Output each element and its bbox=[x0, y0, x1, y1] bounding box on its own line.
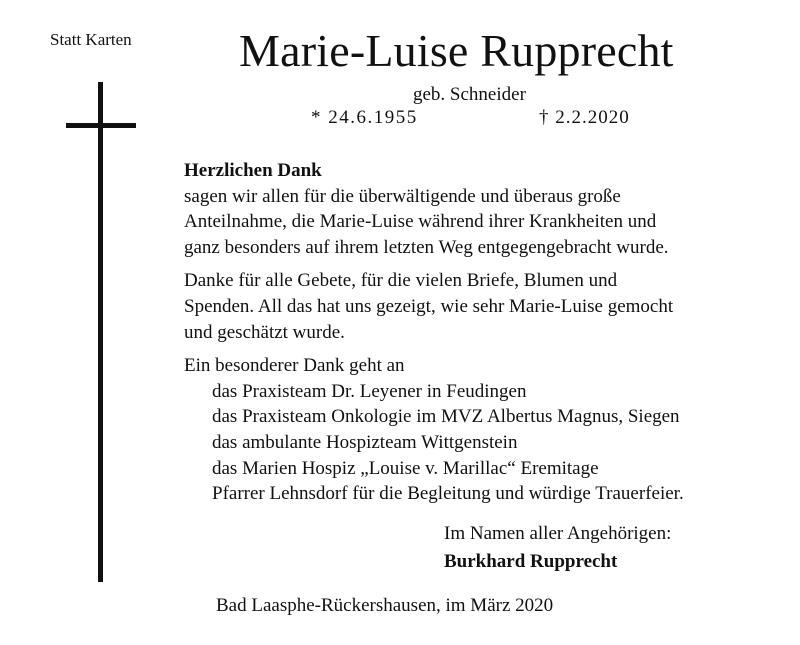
thanks-list-item: Pfarrer Lehnsdorf für die Begleitung und würdige Trauerfeier. bbox=[212, 483, 684, 505]
thanks-text bbox=[184, 158, 774, 507]
paragraph-1-line: sagen wir allen für die überwältigende und überaus große bbox=[184, 185, 621, 207]
maiden-name: geb. Schneider bbox=[413, 84, 526, 105]
signature-name: Burkhard Rupprecht bbox=[444, 551, 618, 572]
statt-karten-label: Statt Karten bbox=[50, 30, 132, 49]
thanks-list-item: das Praxisteam Dr. Leyener in Feudingen bbox=[212, 380, 527, 402]
paragraph-1-line: ganz besonders auf ihrem letzten Weg entgegengebracht wurde. bbox=[184, 236, 669, 258]
signature-intro: Im Namen aller Angehörigen: bbox=[444, 523, 672, 544]
place-and-date: Bad Laasphe-Rückershausen, im März 2020 bbox=[216, 595, 554, 616]
death-date: † 2.2.2020 bbox=[539, 107, 630, 128]
deceased-name: Marie-Luise Rupprecht bbox=[239, 25, 674, 76]
cross-icon bbox=[66, 82, 136, 582]
paragraph-2-line: Danke für alle Gebete, für die vielen Briefe, Blumen und bbox=[184, 270, 618, 292]
thanks-heading: Herzlichen Dank bbox=[184, 160, 322, 181]
paragraph-2-line: Spenden. All das hat uns gezeigt, wie sehr Marie-Luise gemocht bbox=[184, 295, 674, 317]
paragraph-1-line: Anteilnahme, die Marie-Luise während ihrer Krankheiten und bbox=[184, 211, 657, 233]
thanks-intro: Ein besonderer Dank geht an bbox=[184, 355, 405, 377]
thanks-list-item: das ambulante Hospizteam Wittgenstein bbox=[212, 431, 518, 453]
thanks-list-item: das Praxisteam Onkologie im MVZ Albertus Magnus, Siegen bbox=[212, 406, 680, 428]
paragraph-2-line: und geschätzt wurde. bbox=[184, 321, 345, 343]
thanks-list-item: das Marien Hospiz „Louise v. Marillac“ Eremitage bbox=[212, 457, 599, 479]
birth-date: * 24.6.1955 bbox=[311, 107, 418, 128]
